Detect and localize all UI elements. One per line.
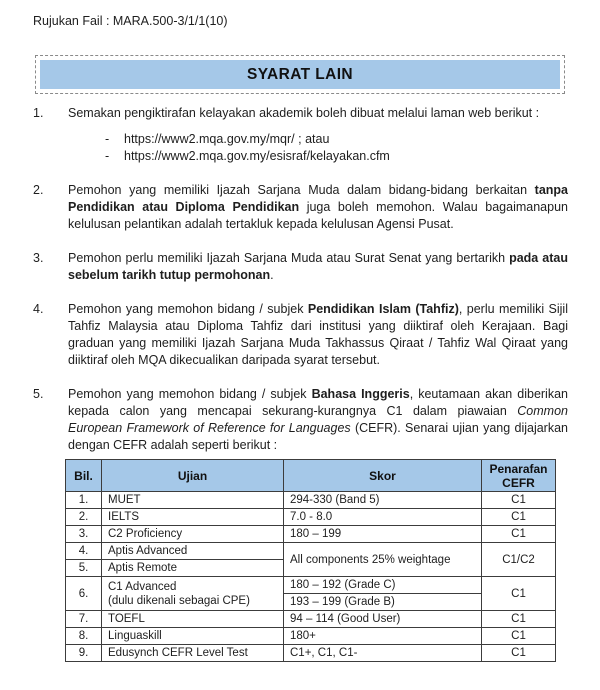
table-cell: 7. — [66, 611, 102, 628]
table-cell: 3. — [66, 526, 102, 543]
table-header-cell: Skor — [284, 460, 482, 492]
table-cell: C1+, C1, C1- — [284, 645, 482, 662]
table-cell: 9. — [66, 645, 102, 662]
table-cell: TOEFL — [102, 611, 284, 628]
section-banner-fill — [40, 60, 560, 89]
item-text: Semakan pengiktirafan kelayakan akademik boleh dibuat melalui laman web berikut : — [68, 106, 540, 120]
table-cell: Aptis Advanced — [102, 543, 284, 560]
cefr-table-head — [66, 460, 556, 492]
table-cell: 4. — [66, 543, 102, 560]
item-number: 3. — [33, 251, 44, 265]
table-row — [66, 611, 556, 628]
url-list — [68, 131, 568, 165]
item-body — [68, 105, 568, 165]
table-cell: 5. — [66, 560, 102, 577]
item-text: Pemohon yang memiliki Ijazah Sarjana Muda dalam bidang-bidang berkaitan tanpa Pendidikan atau Diploma Pendidikan juga boleh memohon. Walau bagaimanapun kelulusan pelantikan adalah tertakluk kepada kelulusan Agensi Pusat. — [68, 183, 568, 231]
table-row — [66, 492, 556, 509]
item-body — [68, 386, 568, 454]
table-cell: C1 Advanced (dulu dikenali sebagai CPE) — [102, 577, 284, 611]
table-cell: 1. — [66, 492, 102, 509]
url-item — [68, 131, 568, 148]
table-cell: C1 — [482, 509, 556, 526]
table-cell: 2. — [66, 509, 102, 526]
url-text: https://www2.mqa.gov.my/esisraf/kelayakan.cfm — [124, 149, 390, 163]
table-header-cell: Penarafan CEFR — [482, 460, 556, 492]
conditions-list — [33, 105, 568, 471]
item-number: 2. — [33, 183, 44, 197]
item-body — [68, 250, 568, 284]
table-row — [66, 526, 556, 543]
table-cell: C1 — [482, 577, 556, 611]
table-cell: C2 Proficiency — [102, 526, 284, 543]
table-cell: Linguaskill — [102, 628, 284, 645]
item-number: 5. — [33, 387, 44, 401]
dash-bullet: - — [105, 132, 110, 146]
table-header-cell: Ujian — [102, 460, 284, 492]
section-title: SYARAT LAIN — [246, 65, 354, 83]
table-cell: C1 — [482, 526, 556, 543]
table-cell: 180 – 199 — [284, 526, 482, 543]
table-cell: 8. — [66, 628, 102, 645]
table-cell: C1 — [482, 645, 556, 662]
table-cell: MUET — [102, 492, 284, 509]
table-header-cell: Bil. — [66, 460, 102, 492]
table-cell: 294-330 (Band 5) — [284, 492, 482, 509]
table-cell: IELTS — [102, 509, 284, 526]
cefr-table-body — [66, 492, 556, 662]
cefr-table — [65, 459, 556, 662]
item-text: Pemohon yang memohon bidang / subjek Pendidikan Islam (Tahfiz), perlu memiliki Sijil Tahfiz Malaysia atau Diploma Tahfiz dari institusi yang diiktiraf oleh Kerajaan. Bagi graduan yang memiliki Ijazah Sarjana Muda Takhassus Qiraat / Tahfiz Wal Qiraat yang diiktiraf oleh MQA dikecualikan daripada syarat tersebut. — [68, 302, 568, 367]
table-row — [66, 645, 556, 662]
table-cell: 94 – 114 (Good User) — [284, 611, 482, 628]
item-number: 4. — [33, 302, 44, 316]
item-text: Pemohon perlu memiliki Ijazah Sarjana Muda atau Surat Senat yang bertarikh pada atau sebelum tarikh tutup permohonan. — [68, 251, 568, 282]
table-row — [66, 577, 556, 594]
numbered-item — [33, 386, 568, 454]
item-body — [68, 182, 568, 233]
file-reference: Rujukan Fail : MARA.500-3/1/1(10) — [33, 14, 228, 28]
table-header-row — [66, 460, 556, 492]
table-cell: Aptis Remote — [102, 560, 284, 577]
item-number: 1. — [33, 106, 44, 120]
item-text: Pemohon yang memohon bidang / subjek Bahasa Inggeris, keutamaan akan diberikan kepada calon yang mencapai sekurang-kurangnya C1 dalam piawaian Common European Framework of Reference for Languages (CEFR). Senarai ujian yang dijajarkan dengan CEFR adalah seperti berikut : — [68, 387, 568, 452]
dash-bullet: - — [105, 149, 110, 163]
table-cell: 7.0 - 8.0 — [284, 509, 482, 526]
table-row — [66, 543, 556, 560]
table-row — [66, 509, 556, 526]
numbered-item — [33, 182, 568, 233]
table-cell: C1 — [482, 492, 556, 509]
section-banner — [35, 55, 565, 94]
numbered-item — [33, 105, 568, 165]
table-cell: All components 25% weightage — [284, 543, 482, 577]
table-cell: 193 – 199 (Grade B) — [284, 594, 482, 611]
numbered-item — [33, 301, 568, 369]
numbered-item — [33, 250, 568, 284]
table-cell: Edusynch CEFR Level Test — [102, 645, 284, 662]
table-cell: 180 – 192 (Grade C) — [284, 577, 482, 594]
table-cell: 180+ — [284, 628, 482, 645]
table-cell: 6. — [66, 577, 102, 611]
table-cell: C1/C2 — [482, 543, 556, 577]
url-text: https://www2.mqa.gov.my/mqr/ ; atau — [124, 132, 330, 146]
table-row — [66, 628, 556, 645]
table-cell: C1 — [482, 628, 556, 645]
table-cell: C1 — [482, 611, 556, 628]
url-item — [68, 148, 568, 165]
item-body — [68, 301, 568, 369]
